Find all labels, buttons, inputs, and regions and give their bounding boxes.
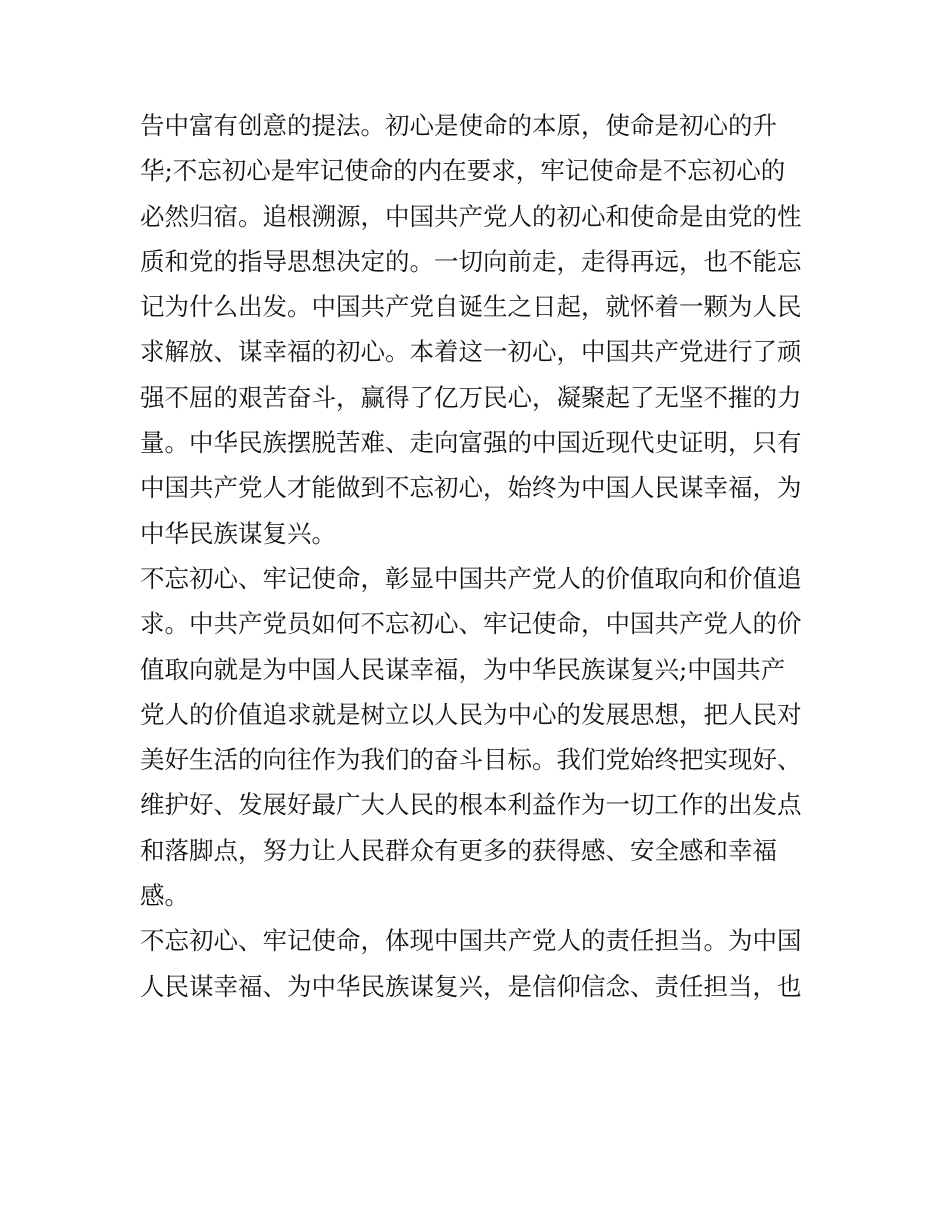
text-line: 中华民族谋复兴。 bbox=[140, 518, 336, 548]
text-line: 党人的价值追求就是树立以人民为中心的发展思想，把人民对 bbox=[140, 699, 802, 729]
text-line: 人民谋幸福、为中华民族谋复兴，是信仰信念、责任担当，也 bbox=[140, 971, 802, 1001]
text-line: 必然归宿。追根溯源，中国共产党人的初心和使命是由党的性 bbox=[140, 201, 802, 231]
text-line: 求。中共产党员如何不忘初心、牢记使命，中国共产党人的价 bbox=[140, 609, 802, 639]
text-line: 不忘初心、牢记使命，体现中国共产党人的责任担当。为中国 bbox=[140, 926, 802, 956]
text-line: 值取向就是为中国人民谋幸福，为中华民族谋复兴;中国共产 bbox=[140, 654, 786, 684]
text-line: 求解放、谋幸福的初心。本着这一初心，中国共产党进行了顽 bbox=[140, 337, 802, 367]
text-line: 美好生活的向往作为我们的奋斗目标。我们党始终把实现好、 bbox=[140, 745, 802, 775]
text-line: 维护好、发展好最广大人民的根本利益作为一切工作的出发点 bbox=[140, 790, 802, 820]
text-line: 量。中华民族摆脱苦难、走向富强的中国近现代史证明，只有 bbox=[140, 428, 802, 458]
text-line: 和落脚点，努力让人民群众有更多的获得感、安全感和幸福 bbox=[140, 835, 777, 865]
text-line: 感。 bbox=[140, 881, 189, 911]
text-line: 中国共产党人才能做到不忘初心，始终为中国人民谋幸福，为 bbox=[140, 473, 802, 503]
text-line: 华;不忘初心是牢记使命的内在要求，牢记使命是不忘初心的 bbox=[140, 156, 786, 186]
text-line: 告中富有创意的提法。初心是使命的本原，使命是初心的升 bbox=[140, 111, 777, 140]
text-line: 质和党的指导思想决定的。一切向前走，走得再远，也不能忘 bbox=[140, 246, 802, 276]
text-line: 强不屈的艰苦奋斗，赢得了亿万民心，凝聚起了无坚不摧的力 bbox=[140, 382, 802, 412]
text-line: 记为什么出发。中国共产党自诞生之日起，就怀着一颗为人民 bbox=[140, 292, 802, 322]
body-text bbox=[140, 103, 820, 1009]
text-line: 不忘初心、牢记使命，彰显中国共产党人的价值取向和价值追 bbox=[140, 563, 802, 593]
